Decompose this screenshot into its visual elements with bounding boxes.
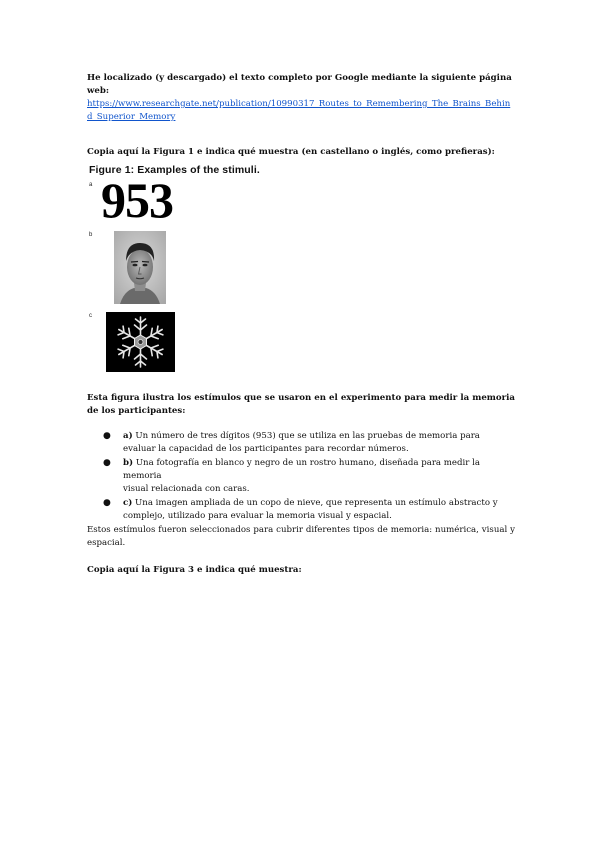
- link-line-2: d_Superior_Memory: [87, 112, 176, 122]
- item-text-line-2: visual relacionada con caras.: [123, 484, 250, 494]
- list-item: [100, 457, 515, 496]
- item-label: c): [123, 498, 133, 508]
- intro-paragraph: [87, 72, 515, 124]
- item-text-line-2: evaluar la capacidad de los participantes para recordar números.: [123, 444, 409, 454]
- intro-text: He localizado (y descargado) el texto completo por Google mediante la siguiente página web:: [87, 73, 512, 96]
- item-label: a): [123, 431, 133, 441]
- figure-description: Esta figura ilustra los estímulos que se usaron en el experimento para medir la memoria de los participantes:: [87, 393, 515, 416]
- link-line-1: https://www.researchgate.net/publication/10990317_Routes_to_Remembering_The_Brains_Behin: [87, 99, 511, 109]
- researchgate-link[interactable]: [87, 98, 515, 124]
- list-item: [100, 430, 515, 456]
- item-text-line-1: Una fotografía en blanco y negro de un rostro humano, diseñada para medir la memoria: [123, 458, 480, 481]
- question-figure-1: Copia aquí la Figura 1 e indica qué muestra (en castellano o inglés, como prefieras):: [87, 147, 495, 157]
- face-photo: [114, 231, 166, 304]
- bullet-icon: ●: [103, 498, 111, 508]
- item-label: b): [123, 458, 134, 468]
- list-item: [100, 497, 515, 523]
- summary-paragraph: Estos estímulos fueron seleccionados para cubrir diferentes tipos de memoria: numérica, visual y espacial.: [87, 525, 515, 548]
- item-text-line-2: complejo, utilizado para evaluar la memoria visual y espacial.: [123, 511, 392, 521]
- item-text-line-1: Un número de tres dígitos (953) que se utiliza en las pruebas de memoria para: [135, 431, 480, 441]
- figure-label-b: b: [89, 232, 93, 238]
- figure-label-a: a: [89, 182, 93, 188]
- bullet-icon: ●: [103, 458, 111, 468]
- figure-title: Figure 1: Examples of the stimuli.: [89, 164, 260, 176]
- figure-label-c: c: [89, 313, 92, 319]
- bullet-icon: ●: [103, 431, 111, 441]
- stimuli-list: [100, 430, 515, 524]
- stimulus-number: 953: [101, 172, 173, 228]
- snowflake-image: [106, 312, 175, 372]
- item-text-line-1: Una imagen ampliada de un copo de nieve, que representa un estímulo abstracto y: [135, 498, 498, 508]
- question-figure-3: Copia aquí la Figura 3 e indica qué muestra:: [87, 565, 302, 575]
